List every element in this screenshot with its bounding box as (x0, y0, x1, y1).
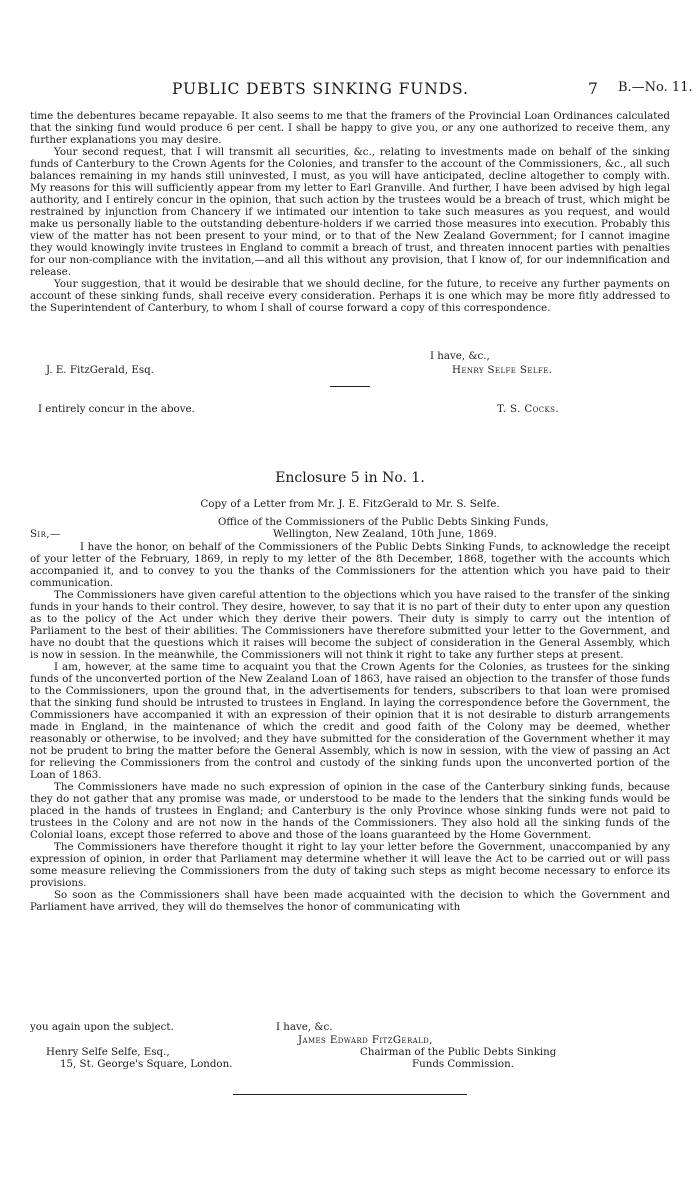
closing-line: you again upon the subject. (30, 1021, 174, 1033)
closing: I have, &c. (276, 1021, 333, 1033)
signer-title: Chairman of the Public Debts Sinking (360, 1046, 557, 1058)
paragraph: The Commissioners have given careful attention to the objections which you have raised to the transfer of the sinking funds in your hands to their control. They desire, however, to say that it is no part of their duty to enter upon any question as to the policy of the Act under which they derive their powers. Their duty is simply to carry out the intention of Parliament to the best of their abilities. The Commissioners have therefore submitted your letter to the Government, and have no doubt that the questions which it raises will become the subject of consideration in the General Assembly, which is now in session. In the meanwhile, the Commissioners will not think it right to take any further steps at present. (30, 589, 670, 662)
paragraph: Your second request, that I will transmit all securities, &c., relating to investments made on behalf of the sinking funds of Canterbury to the Crown Agents for the Colonies, and transfer to the account of the Commissioners, &c., all such balances remaining in my hands still uninvested, I must, as you will have anticipated, decline altogether to comply with. My reasons for this will sufficiently appear from my letter to Earl Granville. And further, I have been advised by high legal authority, and I entirely concur in the opinion, that such action by the trustees would be a breach of trust, which might be restrained by injunction from Chancery if we intimated our intention to take such measures as you request, and would make us personally liable to the outstanding debenture-holders if we carried those measures into execution. Probably this view of the matter has not been present to your mind, or to that of the New Zealand Government; for I cannot imagine they would knowingly invite trustees in England to commit a breach of trust, and threaten innocent parties with penalties for our non-compliance with the invitation,—and all this without any provision, that I know of, for our indemnification and release. (30, 146, 670, 279)
concurrence-text: I entirely concur in the above. (38, 403, 195, 415)
salutation: Sir,— (30, 528, 61, 540)
date-line: Wellington, New Zealand, 10th June, 1869. (273, 528, 497, 540)
letter-body (30, 110, 670, 314)
paragraph: I am, however, at the same time to acquaint you that the Crown Agents for the Colonies, as trustees for the sinking funds of the unconverted portion of the New Zealand Loan of 1863, have raised an objection to the transfer of those funds to the Commissioners, upon the ground that, in the advertisements for tenders, subscribers to that loan were promised that the sinking fund should be intrusted to trustees in England. In laying the correspondence before the Government, the Commissioners have accompanied it with an expression of their opinion that it is not desirable to disturb arrangements made in England, in the maintenance of which the credit and good faith of the Colony may be deemed, whether reasonably or otherwise, to be involved; and they have submitted for the consideration of the Government whether it may not be prudent to bring the matter before the General Assembly, which is now in session, with the view of passing an Act for relieving the Commissioners from the control and custody of the sinking funds upon the unconverted portion of the Loan of 1863. (30, 661, 670, 782)
signer-title: Funds Commission. (412, 1058, 514, 1070)
recipient-name: Henry Selfe Selfe, Esq., (46, 1046, 170, 1058)
paragraph: Your suggestion, that it would be desirable that we should decline, for the future, to receive any further payments on account of these sinking funds, shall receive every consideration. Perhaps it is one which may be more fitly addressed to the Superintendent of Canterbury, to whom I shall of course forward a copy of this correspondence. (30, 278, 670, 315)
paragraph: So soon as the Commissioners shall have been made acquainted with the decision to which the Government and Parliament have arrived, they will do themselves the honor of communicating with (30, 889, 670, 914)
end-divider (233, 1094, 467, 1095)
signature: James Edward FitzGerald, (298, 1034, 433, 1046)
concurrence-signature: T. S. Cocks. (497, 403, 560, 415)
paper-reference: B.—No. 11. (618, 80, 693, 95)
closing: I have, &c., (430, 350, 490, 362)
recipient-name: J. E. FitzGerald, Esq. (46, 364, 154, 376)
address-line: Office of the Commissioners of the Public Debts Sinking Funds, (218, 516, 549, 528)
paragraph: time the debentures became repayable. It also seems to me that the framers of the Provincial Loan Ordinances calculated that the sinking fund would produce 6 per cent. I shall be happy to give you, or any one authorized to receive them, any further explanations you may desire. (30, 110, 670, 147)
paragraph: I have the honor, on behalf of the Commissioners of the Public Debts Sinking Funds, to acknowledge the receipt of your letter of the February, 1869, in reply to my letter of the 8th December, 1868, together with the accounts which accompanied it, and to convey to you the thanks of the Commissioners for the attention which you have paid to their communication. (30, 541, 670, 590)
divider (330, 386, 370, 387)
enclosure-heading: Enclosure 5 in No. 1. (275, 470, 425, 486)
paragraph: The Commissioners have made no such expression of opinion in the case of the Canterbury sinking funds, because they do not gather that any promise was made, or understood to be made to the lenders that the sinking funds would be placed in the hands of trustees in England; and Canterbury is the only Province whose sinking funds were not paid to trustees in the Colony and are not now in the hands of the Commissioners. They also hold all the sinking funds of the Colonial loans, except those referred to above and those of the loans guaranteed by the Home Government. (30, 781, 670, 842)
page-number: 7 (588, 80, 598, 98)
signature: Henry Selfe Selfe. (452, 364, 553, 376)
enclosure-body (30, 541, 670, 913)
enclosure-subheading: Copy of a Letter from Mr. J. E. FitzGerald to Mr. S. Selfe. (200, 498, 500, 510)
recipient-address: 15, St. George's Square, London. (60, 1058, 233, 1070)
running-header-title: PUBLIC DEBTS SINKING FUNDS. (172, 80, 469, 98)
paragraph: The Commissioners have therefore thought it right to lay your letter before the Government, unaccompanied by any expression of opinion, in order that Parliament may determine whether it will leave the Act to be carried out or will pass some measure relieving the Commissioners from the duty of taking such steps as might become necessary to enforce its provisions. (30, 841, 670, 890)
